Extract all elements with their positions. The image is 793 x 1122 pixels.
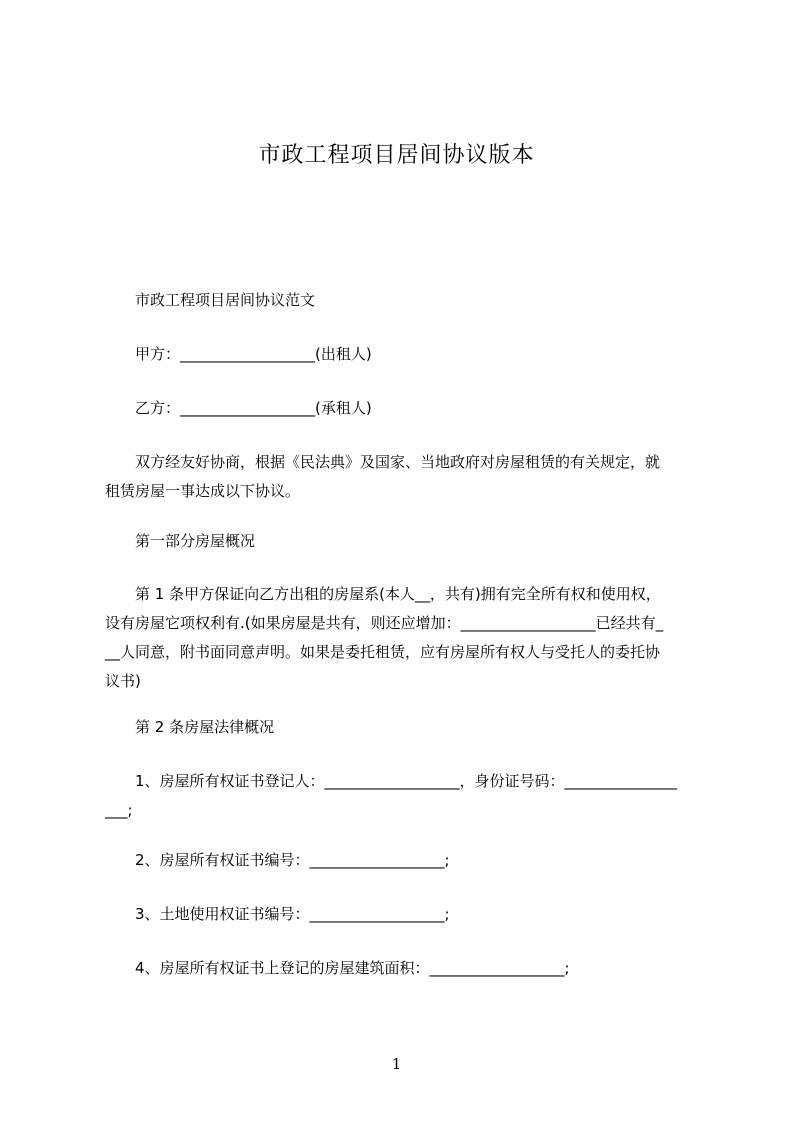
document-title: 市政工程项目居间协议版本: [258, 143, 535, 168]
paragraph-preamble: [105, 448, 705, 506]
page-number: 1: [391, 1055, 402, 1073]
paragraph-party-a: 甲方：__________________(出租人): [135, 345, 372, 363]
paragraph-line: 议书): [105, 672, 141, 690]
paragraph-line: ___;: [105, 801, 133, 819]
section-heading-article-2: 第 2 条房屋法律概况: [135, 718, 275, 736]
paragraph-party-b: 乙方：__________________(承租人): [135, 399, 372, 417]
paragraph-line: 设有房屋它项权利有.(如果房屋是共有，则还应增加：__________________已经共有_: [105, 614, 664, 632]
section-heading-part-one: 第一部分房屋概况: [135, 532, 256, 550]
paragraph-line: 1、房屋所有权证书登记人：__________________，身份证号码：_______________: [135, 772, 678, 790]
paragraph-line: 租赁房屋一事达成以下协议。: [105, 482, 301, 500]
paragraph-building-area: 4、房屋所有权证书上登记的房屋建筑面积：__________________;: [135, 959, 570, 977]
paragraph-intro-title: 市政工程项目居间协议范文: [135, 291, 316, 309]
paragraph-article-1: [105, 580, 705, 696]
paragraph-line: 双方经友好协商，根据《民法典》及国家、当地政府对房屋租赁的有关规定，就: [135, 453, 661, 471]
paragraph-land-certificate-number: 3、土地使用权证书编号：__________________;: [135, 905, 450, 923]
paragraph-certificate-number: 2、房屋所有权证书编号：__________________;: [135, 851, 450, 869]
paragraph-line: __人同意，附书面同意声明。如果是委托租赁，应有房屋所有权人与受托人的委托协: [105, 643, 661, 661]
paragraph-line: 第 1 条甲方保证向乙方出租的房屋系(本人__，共有)拥有完全所有权和使用权，: [135, 585, 661, 603]
paragraph-owner-registration: [105, 767, 705, 825]
